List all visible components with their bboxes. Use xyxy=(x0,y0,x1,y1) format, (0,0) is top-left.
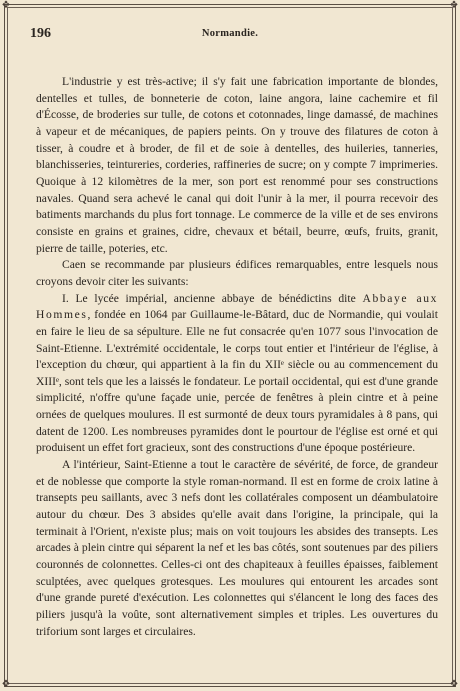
body-text xyxy=(36,74,438,640)
corner-ornament-icon: ❖ xyxy=(1,679,11,690)
corner-ornament-icon: ❖ xyxy=(1,0,11,11)
paragraph-interior: A l'intérieur, Saint-Etienne a tout le caractère de sévérité, de force, de grandeur et de noblesse que comporte la style roman-normand. Il est en forme de croix latine à transepts peu saillants, avec 3 nefs dont les collatérales composent un déambulatoire autour du chœur. Des 3 absides qu'elle avait dans l'origine, la principale, qui la terminait à l'Orient, n'existe plus; mais on voit toujours les absides des transepts. Les arcades à plein cintre qui séparent la nef et les bas côtés, sont soutenues par des piliers couronnés de colonnettes. Celles-ci ont des chapiteaux à feuilles épaisses, faiblement sculptées, avec quelques grotesques. Les moulures qui entourent les arcades sont d'une grande pureté d'exécution. Les colonnettes qui s'élancent le long des faces des piliers jusqu'à la voûte, sont alternativement simples et triples. Les ouvertures du triforium sont larges et circulaires. xyxy=(36,458,438,638)
abbey-name: Abbaye aux Hommes xyxy=(36,291,438,322)
paragraph-industry: L'industrie y est très-active; il s'y fait une fabrication importante de blondes, dentelles et tulles, de bonneterie de coton, laine angora, laine cachemire et fil d'Écosse, de broderies sur tulle, de cotons et cotonnades, linge damassé, de machines à vapeur et de mécaniques, de papiers peints. On y trouve des filatures de coton à tisser, à coudre et à broder, de fil et de soie à dentelles, des huileries, tanneries, blanchisseries, teintureries, corderies, raffineries de sucre; on y compte 7 imprimeries. Quoique à 12 kilomètres de la mer, son port est renommé pour ses constructions navales. Quand sera achevé le canal qui doit l'unir à la mer, il pourra recevoir des batiments marchands du plus fort tonnage. Le commerce de la ville et de ses environs consiste en grains et graines, cidre, chevaux et bétail, beurre, œufs, fruits, granit, pierre de taille, poteries, etc. xyxy=(36,75,438,255)
corner-ornament-icon: ❖ xyxy=(449,679,459,690)
paragraph-lycee xyxy=(36,291,438,458)
paragraph-lycee-before: I. Le lycée impérial, ancienne abbaye de bénédictins dite xyxy=(62,291,363,305)
running-title: Normandie. xyxy=(201,28,259,39)
paragraph-lycee-after: , fondée en 1064 par Guillaume-le-Bâtard, duc de Normandie, qui voulait en faire le lieu de sa sépulture. Elle ne fut consacrée qu'en 1077 sous l'invocation de Saint-Etienne. L'extrémité occidentale, le corps tout entier et l'intérieur de l'église, à l'exception du chœur, qui appartient à la fin du XIIᵉ siècle ou au commencement du XIIIᵉ, sont tels que les a laissés le fondateur. Le portail occidental, qui est d'une grande simplicité, n'offre qu'une façade unie, percée de fenêtres à plein cintre et à peine ornées de quelques moulures. Il est surmonté de deux tours pyramidales à 8 pans, qui datent de 1200. Les nombreuses pyramides dont le pourtour de l'église est orné et qui produisent un effet fort gracieux, sont des constructions d'une époque postérieure. xyxy=(36,308,438,455)
page-number: 196 xyxy=(30,26,51,41)
corner-ornament-icon: ❖ xyxy=(449,0,459,11)
page-header xyxy=(30,26,430,42)
paragraph-intro-monuments: Caen se recommande par plusieurs édifices remarquables, entre lesquels nous croyons devoir citer les suivants: xyxy=(36,258,438,288)
